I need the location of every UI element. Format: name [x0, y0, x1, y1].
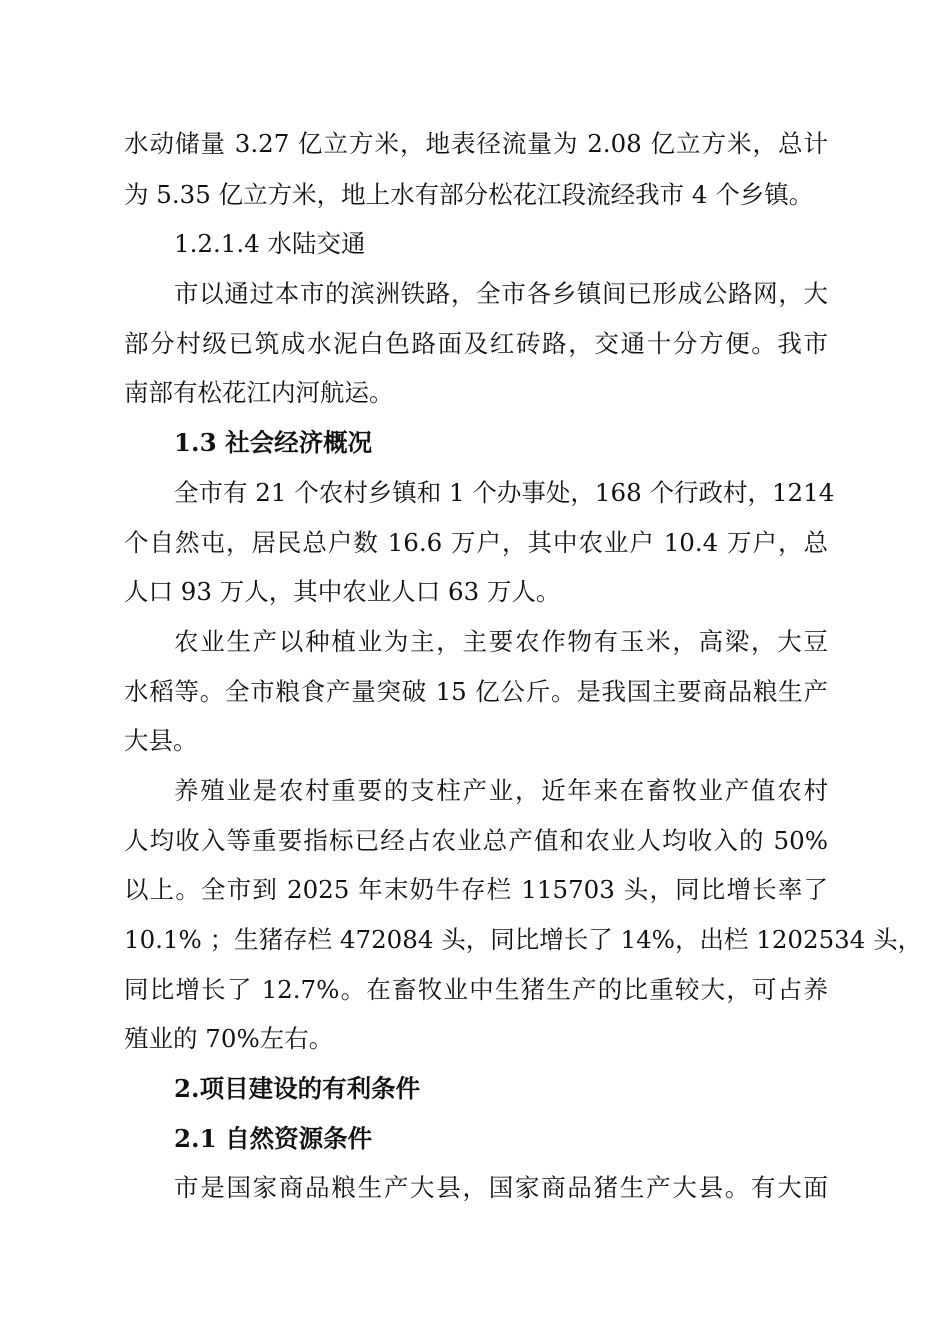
section-heading-1-2-1-4: 1.2.1.4 水陆交通: [174, 229, 366, 258]
section-heading-2: 2.项目建设的有利条件: [174, 1074, 421, 1103]
section-heading-1-3: 1.3 社会经济概况: [174, 428, 373, 457]
paragraph-line: 人口 93 万人，其中农业人口 63 万人。: [124, 577, 561, 606]
paragraph-line: 10.1% ；生猪存栏 472084 头，同比增长了 14%，出栏 1202534 头，: [124, 925, 923, 954]
paragraph-line: 南部有松花江内河航运。: [124, 378, 394, 407]
paragraph-line: 为 5.35 亿立方米，地上水有部分松花江段流经我市 4 个乡镇。: [124, 180, 814, 209]
paragraph-line: 市是国家商品粮生产大县，国家商品猪生产大县。有大面: [174, 1173, 828, 1202]
paragraph-line: 个自然屯，居民总户数 16.6 万户，其中农业户 10.4 万户，总: [124, 528, 828, 557]
paragraph-line: 水稻等。全市粮食产量突破 15 亿公斤。是我国主要商品粮生产: [124, 677, 828, 706]
paragraph-line: 农业生产以种植业为主，主要农作物有玉米，高梁，大豆: [174, 627, 828, 656]
paragraph-line: 全市有 21 个农村乡镇和 1 个办事处，168 个行政村，1214: [174, 478, 835, 507]
paragraph-line: 部分村级已筑成水泥白色路面及红砖路，交通十分方便。我市: [124, 329, 828, 358]
paragraph-line: 殖业的 70%左右。: [124, 1024, 334, 1053]
paragraph-line: 以上。全市到 2025 年末奶牛存栏 115703 头，同比增长率了: [124, 875, 828, 904]
paragraph-line: 市以通过本市的滨洲铁路，全市各乡镇间已形成公路网，大: [174, 279, 828, 308]
section-heading-2-1: 2.1 自然资源条件: [174, 1124, 373, 1153]
paragraph-line: 水动储量 3.27 亿立方米，地表径流量为 2.08 亿立方米，总计: [124, 129, 828, 158]
paragraph-line: 同比增长了 12.7%。在畜牧业中生猪生产的比重较大，可占养: [124, 975, 828, 1004]
paragraph-line: 人均收入等重要指标已经占农业总产值和农业人均收入的 50%: [124, 826, 828, 855]
paragraph-line: 大县。: [124, 726, 198, 755]
paragraph-line: 养殖业是农村重要的支柱产业，近年来在畜牧业产值农村: [174, 776, 828, 805]
